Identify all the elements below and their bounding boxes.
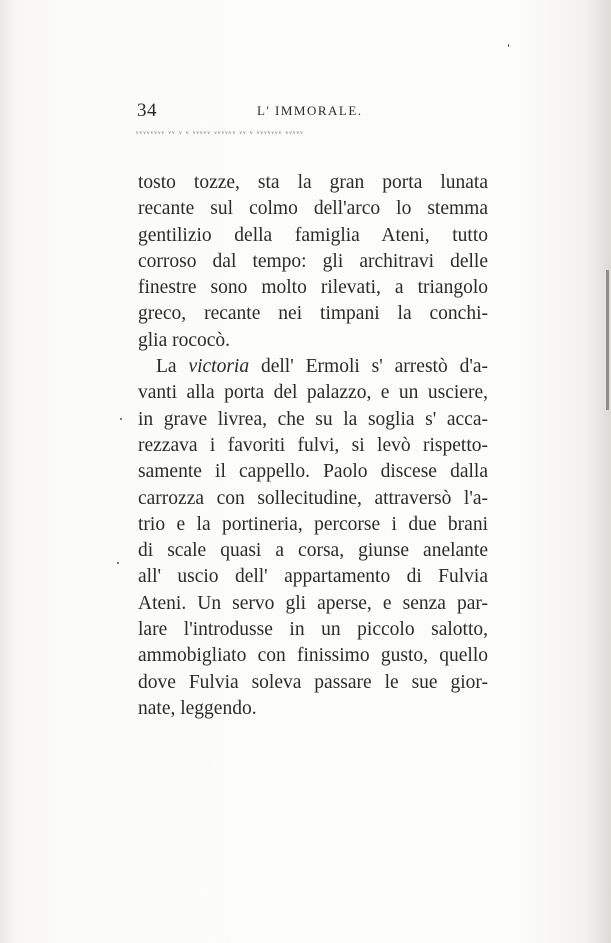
paper-speck bbox=[120, 418, 122, 420]
text-line: greco, recante nei timpani la conchi- bbox=[138, 303, 488, 325]
text-line: trio e la portineria, percorse i due brani bbox=[138, 513, 488, 535]
text-line: lare l'introdusse in un piccolo salotto, bbox=[138, 619, 488, 641]
text-line: samente il cappello. Paolo discese dalla bbox=[138, 461, 488, 483]
page-edge-shadow bbox=[606, 270, 609, 410]
text-line: Ateni. Un servo gli aperse, e senza par- bbox=[138, 592, 488, 614]
text-line: glia rococò. bbox=[138, 329, 231, 351]
text-line: rezzava i favoriti fulvi, si levò rispetto- bbox=[138, 434, 488, 456]
text-line: corroso dal tempo: gli architravi delle bbox=[138, 250, 488, 272]
text-line: vanti alla porta del palazzo, e un usciere, bbox=[138, 382, 488, 404]
running-title: L' IMMORALE. bbox=[257, 103, 363, 118]
text-line: nate, leggendo. bbox=[138, 697, 257, 719]
text-line: gentilizio della famiglia Ateni, tutto bbox=[138, 224, 488, 246]
paragraph-1 bbox=[138, 170, 488, 354]
page-number: 34 bbox=[137, 100, 157, 121]
text-line: dove Fulvia soleva passare le sue gior- bbox=[138, 671, 488, 693]
paragraph-2 bbox=[138, 354, 488, 722]
header-ornament-rule: ᵥᵥᵥᵥᵥᵥᵥᵥ ᵥᵥ ᵥ ᵥ ᵥᵥᵥᵥᵥ ᵥᵥᵥᵥᵥᵥ ᵥᵥ ᵥ ᵥᵥᵥᵥᵥᵥᵥ ᵥᵥᵥᵥᵥ bbox=[136, 126, 304, 135]
text-line: di scale quasi a corsa, giunse anelante bbox=[138, 540, 488, 562]
text-line: recante sul colmo dell'arco lo stemma bbox=[138, 198, 488, 220]
paper-speck bbox=[508, 44, 509, 47]
text-line: finestre sono molto rilevati, a triangolo bbox=[138, 277, 488, 299]
text-line: tosto tozze, sta la gran porta lunata bbox=[138, 172, 488, 193]
text-line: carrozza con sollecitudine, attraversò l'a- bbox=[138, 487, 488, 509]
text-line bbox=[138, 354, 488, 380]
text-line: all' uscio dell' appartamento di Fulvia bbox=[138, 566, 488, 588]
text-line: ammobigliato con finissimo gusto, quello bbox=[138, 645, 488, 667]
paper-speck bbox=[117, 562, 119, 564]
text-fragment: La bbox=[156, 356, 189, 378]
italic-word: victoria bbox=[188, 356, 250, 378]
body-text bbox=[138, 170, 488, 722]
text-fragment: dell' Ermoli s' arrestò d'a- bbox=[249, 356, 488, 378]
text-line: in grave livrea, che su la soglia s' acca- bbox=[138, 408, 488, 430]
